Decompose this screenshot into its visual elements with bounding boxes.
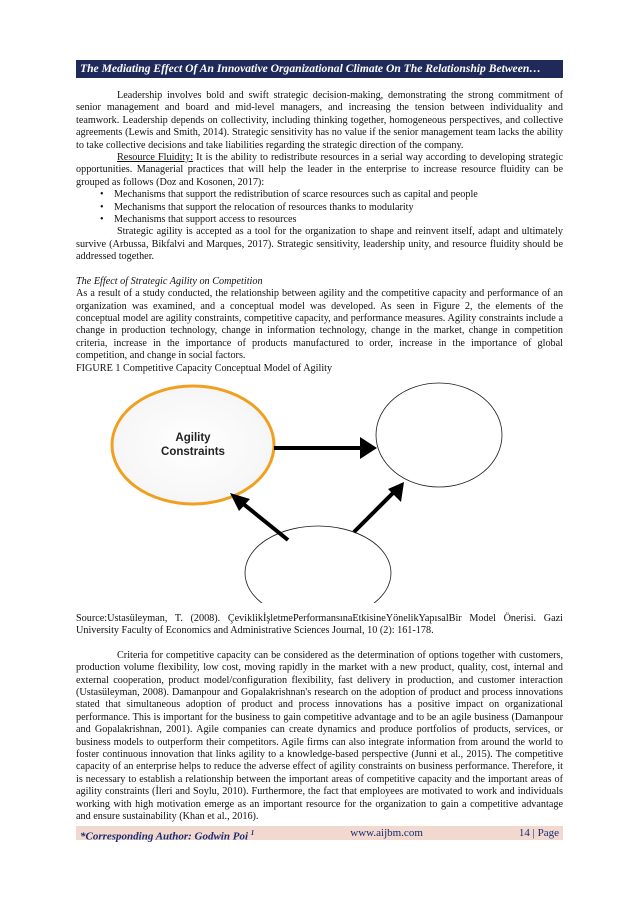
paragraph-criteria: Criteria for competitive capacity can be considered as the determination of options together with customers, production volume flexibility, low cost, moving rapidly in the market with a new product, quality, cost, internal and external cooperation, product model/configuration flexibility, fast delivery in production, and customer interaction (Ustasüleyman, 2008). Damanpour and Gopalakrishnan's research on the adoption of product and process innovations stated that simultaneous adoption of product and process innovations has a positive impact on organizational performance. This is important for the business to gain competitive advantage and to be an agile business (Damanpour and Gopalakrishnan, 2001). Agile companies can create dynamics and produce portfolios of products, services, or business models to outperform their competitors. Agile firms can also integrate information from around the world to foster continuous innovation that links agility to a knowledge-based perspective (Junni et al., 2015). The competitive capacity of an enterprise helps to reduce the adverse effect of agility constraints on business performance. Therefore, it is necessary to establish a relationship between the important areas of competitive capacity and the important areas of agility constraints (İleri and Soylu, 2010). Furthermore, the fact that employees are motivated to work and individuals working with high motivation emerge as an important resource for the organization to gain a competitive advantage and ensure sustainability (Khan et al., 2016).: [76, 649, 563, 823]
footer-page-number: 14 | Page: [518, 827, 559, 839]
figure-diagram: [76, 375, 563, 603]
paragraph-study: As a result of a study conducted, the relationship between agility and the competitive capacity and performance of an organization was examined, and a conceptual model was developed. As seen in Figure 2, the elements of the conceptual model are agility constraints, competitive capacity, and performance measures. Agility constraints include a change in production technology, change in information technology, change in the market, change in competition criteria, increase in the importance of products manufactured to order, increase in the importance of global competition, and change in social factors.: [76, 288, 563, 362]
paragraph-resource-fluidity-text: It is the ability to redistribute resources in a serial way according to developing strategic opportunities. Managerial practices that will help the leader in the enterprise to increase resource fluidity can be grouped as follows (Doz and Kosonen, 2017):: [76, 152, 563, 188]
diagram-label-line1: Agility: [175, 431, 211, 444]
arrow-head-top: [360, 437, 377, 459]
arrow-head-right: [388, 482, 404, 502]
ellipse-performance: [245, 526, 391, 603]
paragraph-resource-fluidity: [76, 152, 563, 189]
running-title: The Mediating Effect Of An Innovative Organizational Climate On The Relationship Between…: [76, 60, 563, 78]
list-item: • Mechanisms that support the relocation of resources thanks to modularity: [100, 201, 414, 213]
bullet-icon: •: [100, 201, 104, 213]
list-item: • Mechanisms that support access to resources: [100, 214, 297, 226]
term-resource-fluidity: Resource Fluidity:: [117, 152, 194, 164]
paragraph-leadership: Leadership involves bold and swift strategic decision-making, demonstrating the strong commitment of senior management and board and mid-level managers, and increasing the tension between individuality and teamwork. Leadership depends on collectivity, including thinking together, homogeneous perspectives, and collective agreements (Lewis and Smith, 2014). Strategic sensitivity has no value if the senior management team lacks the ability to take collective decisions and take liabilities regarding the strategic direction of the company.: [76, 90, 563, 151]
bullet-list: [76, 189, 563, 226]
ellipse-agility-constraints: [112, 386, 274, 504]
footer-author: *Corresponding Author: Godwin Poi $^1$: [80, 829, 255, 843]
figure-source: Source:Ustasüleyman, T. (2008). ÇeviklikİşletmePerformansınaEtkisineYönelikYapısalBir Model Önerisi. Gazi University Faculty of Economics and Administrative Sciences Journal, 10 (2): 161-178.: [76, 612, 563, 637]
footer-url[interactable]: www.aijbm.com: [350, 827, 423, 839]
bullet-icon: •: [100, 189, 104, 201]
page-footer: [76, 826, 563, 843]
bullet-icon: •: [100, 214, 104, 226]
arrow-line-right: [354, 492, 394, 532]
list-item: • Mechanisms that support the redistribution of scarce resources such as capital and people: [100, 189, 478, 201]
diagram-svg: [76, 375, 563, 603]
arrow-line-left: [241, 502, 288, 540]
ellipse-competitive-capacity: [376, 383, 502, 487]
paragraph-strategic-agility: Strategic agility is accepted as a tool for the organization to shape and reinvent itself, adapt and ultimately survive (Arbussa, Bikfalvi and Marques, 2017). Strategic sensitivity, leadership unity, and resource fluidity should be addressed together.: [76, 226, 563, 263]
page-body: [76, 60, 563, 823]
diagram-label-line2: Constraints: [161, 445, 225, 458]
figure-caption: FIGURE 1 Competitive Capacity Conceptual Model of Agility: [76, 362, 333, 374]
section-heading: The Effect of Strategic Agility on Competition: [76, 275, 263, 287]
